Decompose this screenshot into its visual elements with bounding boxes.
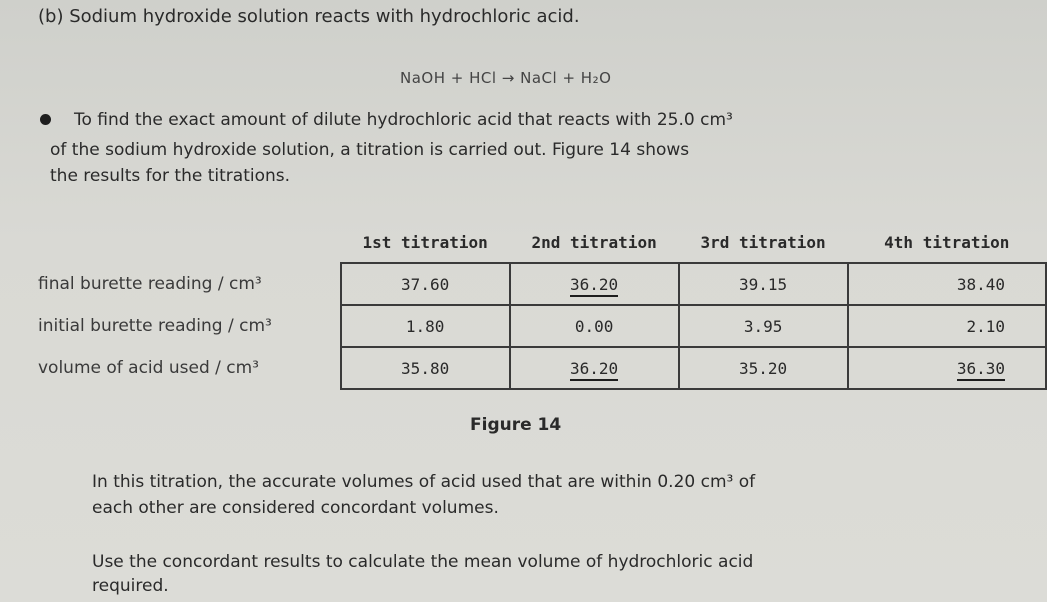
instruction-line-2: of the sodium hydroxide solution, a titration is carried out. Figure 14 shows [50, 140, 690, 160]
cell-value: 38.40 [956, 274, 1005, 294]
task-line-1: Use the concordant results to calculate the mean volume of hydrochloric acid [92, 552, 754, 572]
table-cell [679, 263, 848, 305]
table-cell [848, 305, 1046, 347]
table-cell [341, 305, 510, 347]
cell-value-underlined: 36.20 [570, 359, 618, 381]
instruction-line-1: To find the exact amount of dilute hydrochloric acid that reacts with 25.0 cm³ [74, 110, 733, 130]
table-cell [510, 347, 679, 389]
concordant-definition-line-1: In this titration, the accurate volumes of acid used that are within 0.20 cm³ of [92, 472, 756, 492]
row-label-initial-reading: initial burette reading / cm³ [38, 316, 272, 336]
row-label-final-reading: final burette reading / cm³ [38, 274, 262, 294]
table-cell [341, 347, 510, 389]
question-part-b-intro: (b) Sodium hydroxide solution reacts with hydrochloric acid. [38, 6, 580, 27]
table-corner [24, 222, 341, 263]
table-row [24, 305, 1046, 347]
header-2nd-titration: 2nd titration [531, 232, 657, 252]
table-row [24, 263, 1046, 305]
instruction-line-3: the results for the titrations. [50, 166, 291, 186]
table-cell [848, 263, 1046, 305]
header-1st-titration: 1st titration [362, 232, 488, 252]
table-cell [341, 263, 510, 305]
cell-value-underlined: 36.20 [570, 275, 618, 297]
cell-value: 0.00 [574, 316, 614, 336]
cell-value: 37.60 [401, 274, 450, 294]
cell-value: 3.95 [743, 316, 783, 336]
table-cell [679, 347, 848, 389]
figure-caption: Figure 14 [470, 415, 562, 435]
header-3rd-titration: 3rd titration [700, 232, 826, 252]
table-row [24, 347, 1046, 389]
row-label-volume-used: volume of acid used / cm³ [38, 358, 259, 378]
table-cell [848, 347, 1046, 389]
table-cell [510, 263, 679, 305]
cell-value-underlined: 36.30 [957, 359, 1005, 381]
concordant-definition-line-2: each other are considered concordant volumes. [92, 498, 499, 518]
cell-value: 2.10 [966, 316, 1005, 336]
table-header-row [24, 222, 1046, 263]
task-line-2: required. [92, 576, 169, 596]
table-cell [679, 305, 848, 347]
chemical-equation: NaOH + HCl → NaCl + H₂O [400, 69, 612, 87]
table-cell [510, 305, 679, 347]
cell-value: 35.20 [738, 358, 788, 378]
cell-value: 35.80 [401, 358, 450, 378]
cell-value: 39.15 [738, 274, 788, 294]
bullet-dot-icon [40, 114, 51, 125]
cell-value: 1.80 [405, 316, 445, 336]
titration-results-table [24, 222, 1047, 390]
header-4th-titration: 4th titration [884, 232, 1010, 252]
